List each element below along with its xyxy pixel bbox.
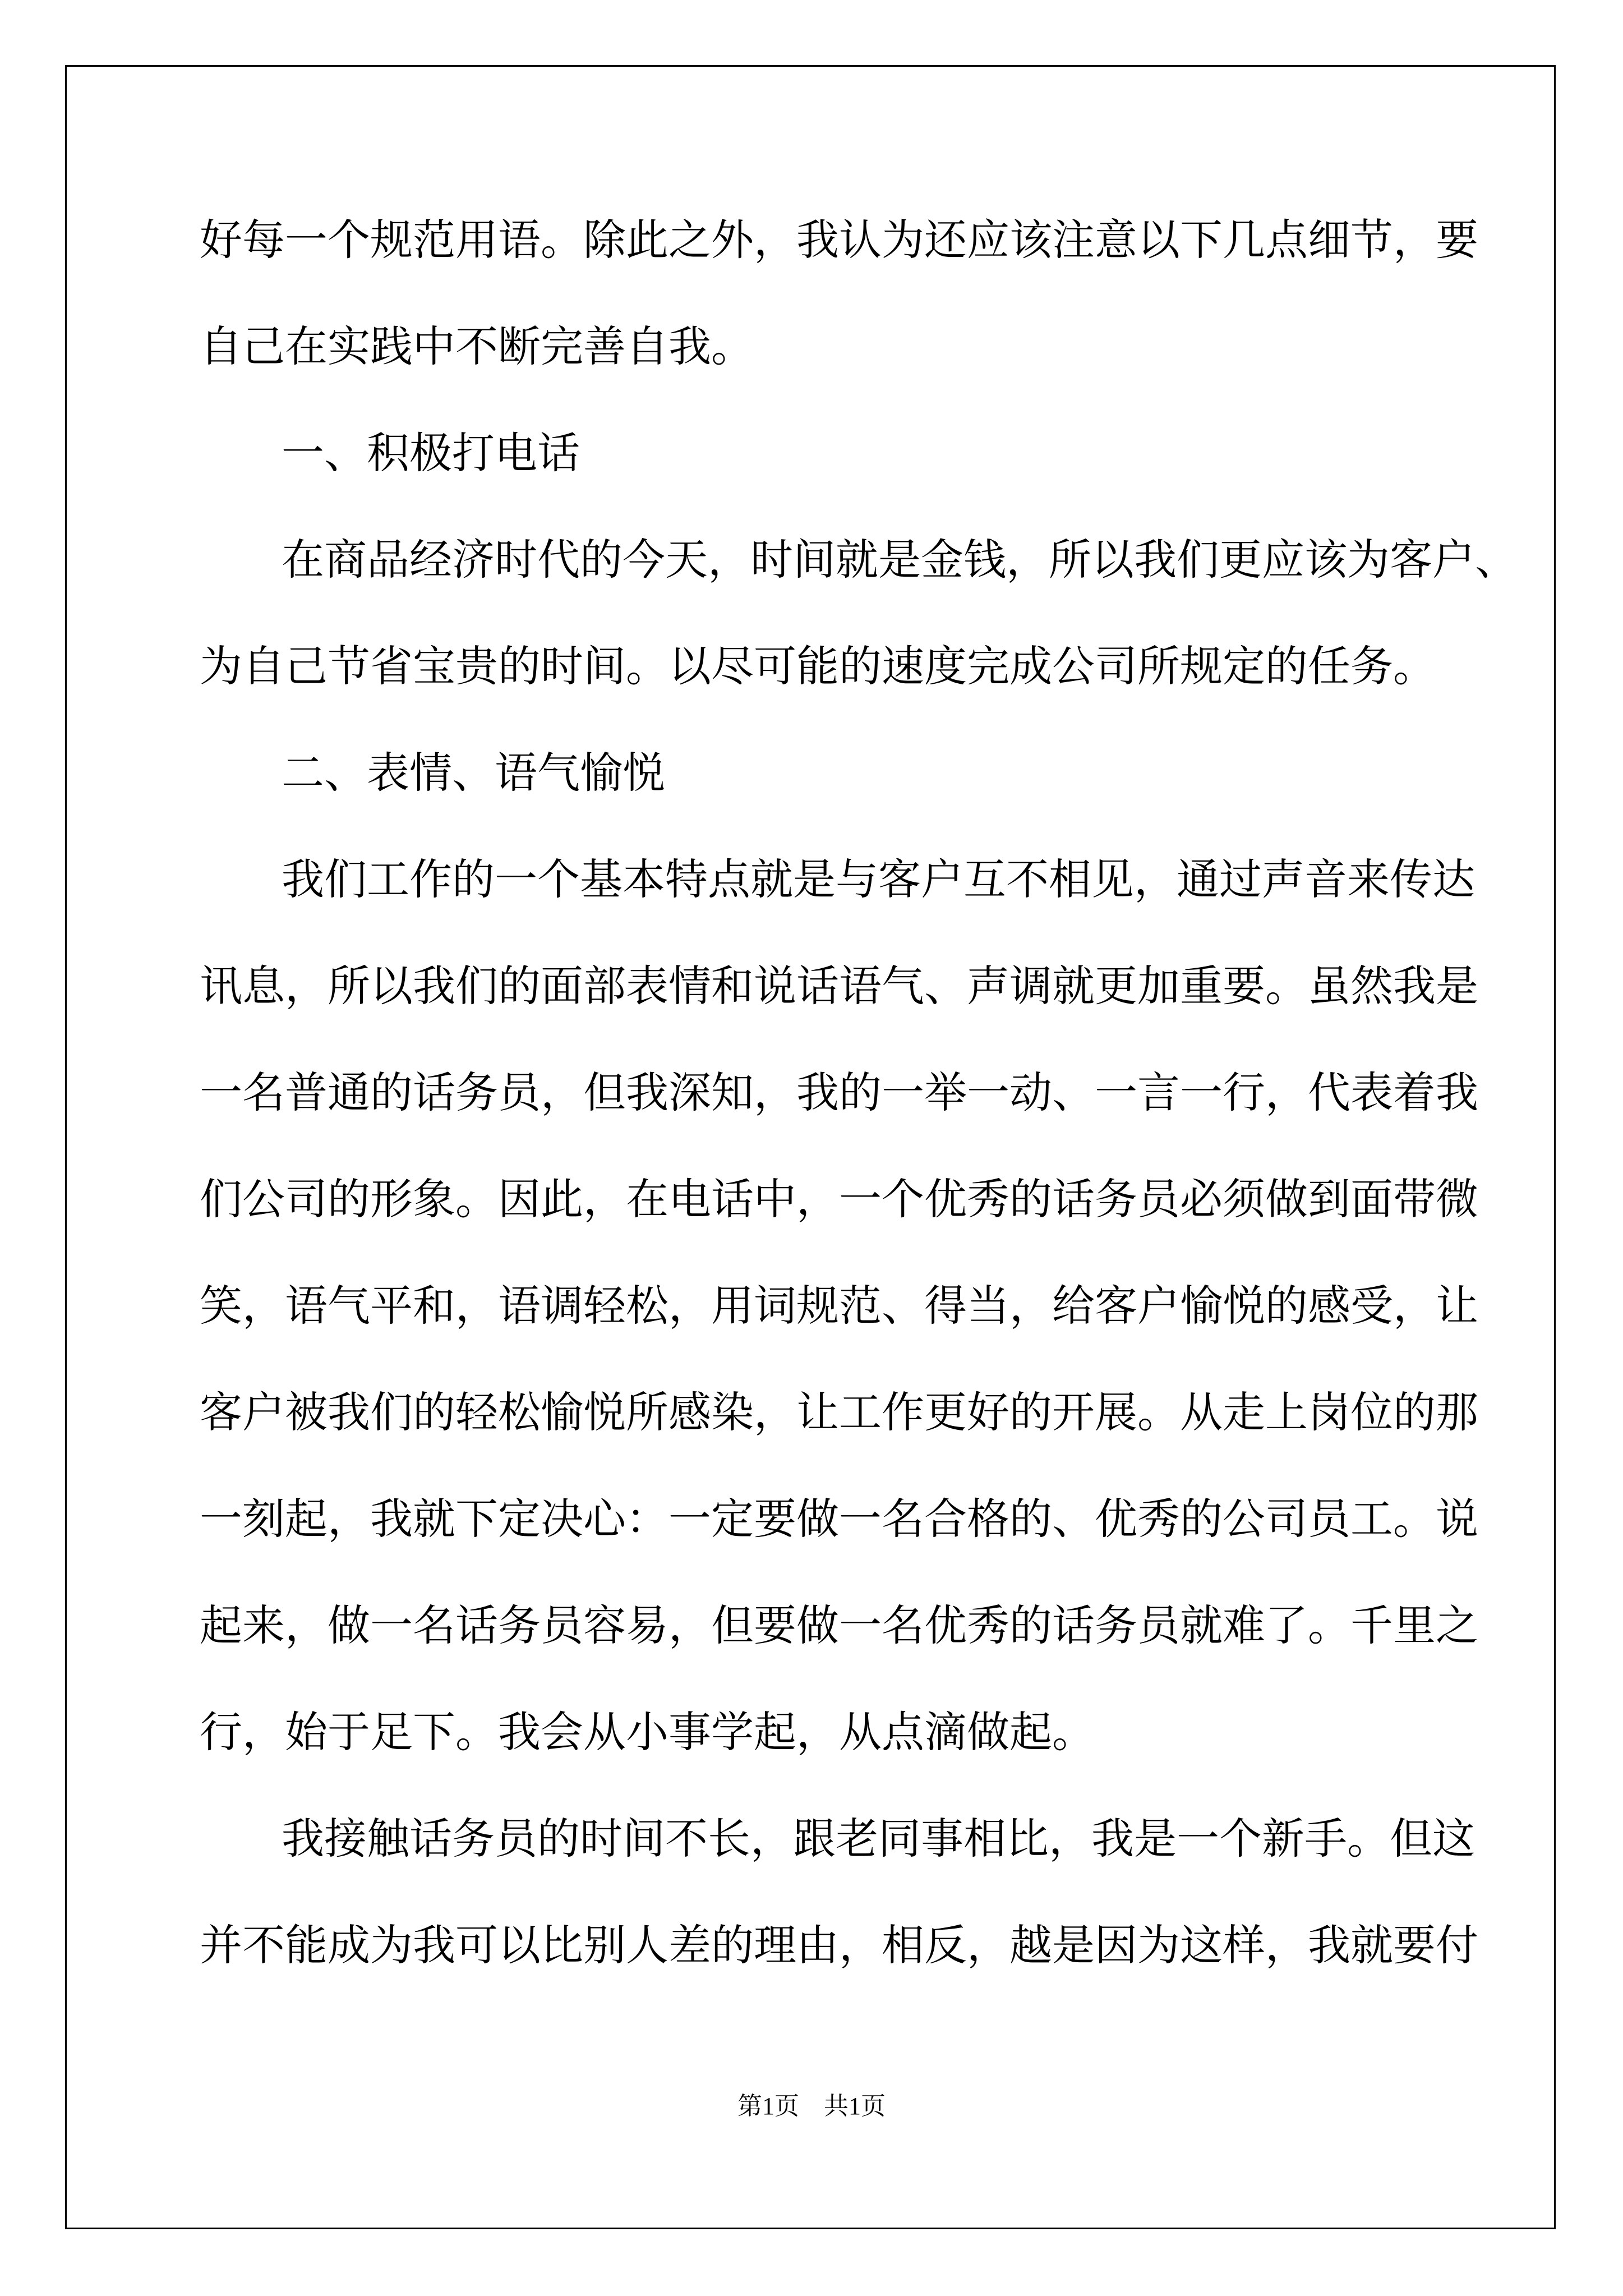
text-line: 一刻起，我就下定决心：一定要做一名合格的、优秀的公司员工。说 <box>200 1494 1478 1544</box>
section-heading: 一、积极打电话 <box>282 428 580 478</box>
text-line: 自己在实践中不断完善自我。 <box>200 321 754 371</box>
section-heading: 二、表情、语气愉悦 <box>282 748 665 798</box>
text-line: 讯息，所以我们的面部表情和说话语气、声调就更加重要。虽然我是 <box>200 961 1478 1011</box>
text-line: 们公司的形象。因此，在电话中，一个优秀的话务员必须做到面带微 <box>200 1174 1478 1224</box>
page-border <box>65 65 1556 2229</box>
text-line: 为自己节省宝贵的时间。以尽可能的速度完成公司所规定的任务。 <box>200 641 1436 691</box>
text-line: 行，始于足下。我会从小事学起，从点滴做起。 <box>200 1707 1095 1757</box>
paragraph-first-line: 在商品经济时代的今天，时间就是金钱，所以我们更应该为客户、 <box>282 535 1518 585</box>
text-line: 好每一个规范用语。除此之外，我认为还应该注意以下几点细节，要 <box>200 215 1478 265</box>
text-line: 笑，语气平和，语调轻松，用词规范、得当，给客户愉悦的感受，让 <box>200 1281 1478 1331</box>
text-line: 一名普通的话务员，但我深知，我的一举一动、一言一行，代表着我 <box>200 1068 1478 1117</box>
text-line: 客户被我们的轻松愉悦所感染，让工作更好的开展。从走上岗位的那 <box>200 1387 1478 1437</box>
paragraph-first-line: 我接触话务员的时间不长，跟老同事相比，我是一个新手。但这 <box>282 1814 1475 1864</box>
paragraph-first-line: 我们工作的一个基本特点就是与客户互不相见，通过声音来传达 <box>282 854 1475 904</box>
page-number-footer: 第1页 共1页 <box>737 2092 886 2120</box>
text-line: 起来，做一名话务员容易，但要做一名优秀的话务员就难了。千里之 <box>200 1600 1478 1650</box>
text-line: 并不能成为我可以比别人差的理由，相反，越是因为这样，我就要付 <box>200 1920 1478 1970</box>
